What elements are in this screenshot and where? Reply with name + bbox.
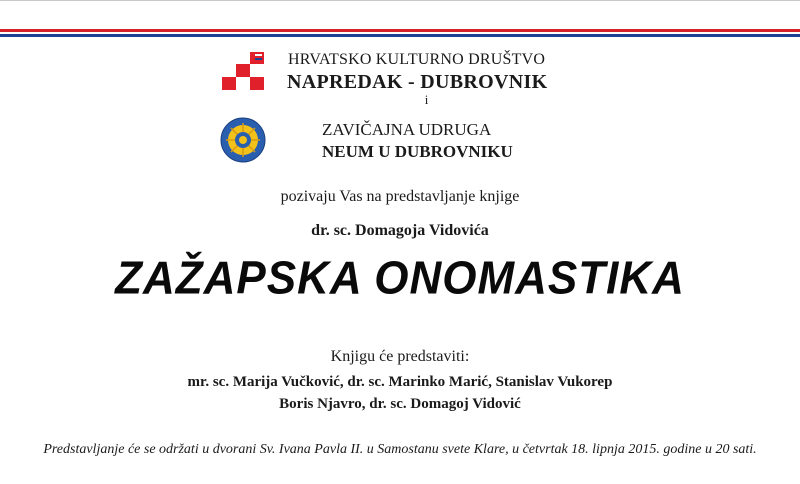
conjunction: i [424,92,429,107]
presenters-label: Knjigu će predstaviti: [330,348,470,365]
book-title: ZAŽAPSKA ONOMASTIKA [115,252,685,305]
checkerboard-logo-icon [222,52,264,90]
presenters-line-1: mr. sc. Marija Vučković, dr. sc. Marinko Marić, Stanislav Vukorep [187,374,613,390]
invitation-text: pozivaju Vas na predstavljanje knjige [280,188,520,205]
org2-city: NEUM U DUBROVNIKU [322,142,513,161]
author-name: dr. sc. Domagoja Vidovića [311,222,489,239]
sun-seal-logo-icon [220,117,266,163]
presenters-line-2: Boris Njavro, dr. sc. Domagoj Vidović [279,396,521,412]
org2-name: ZAVIČAJNA UDRUGA [322,120,492,139]
top-border [0,0,800,1]
event-details: Predstavljanje će se održati u dvorani Sv. Ivana Pavla II. u Samostanu svete Klare, u četvrtak 18. lipnja 2015. godine u 20 sati. [43,442,757,457]
flag-stripe-blue [0,34,800,37]
org1-city: NAPREDAK - DUBROVNIK [287,71,548,93]
org1-name: HRVATSKO KULTURNO DRUŠTVO [288,51,546,68]
